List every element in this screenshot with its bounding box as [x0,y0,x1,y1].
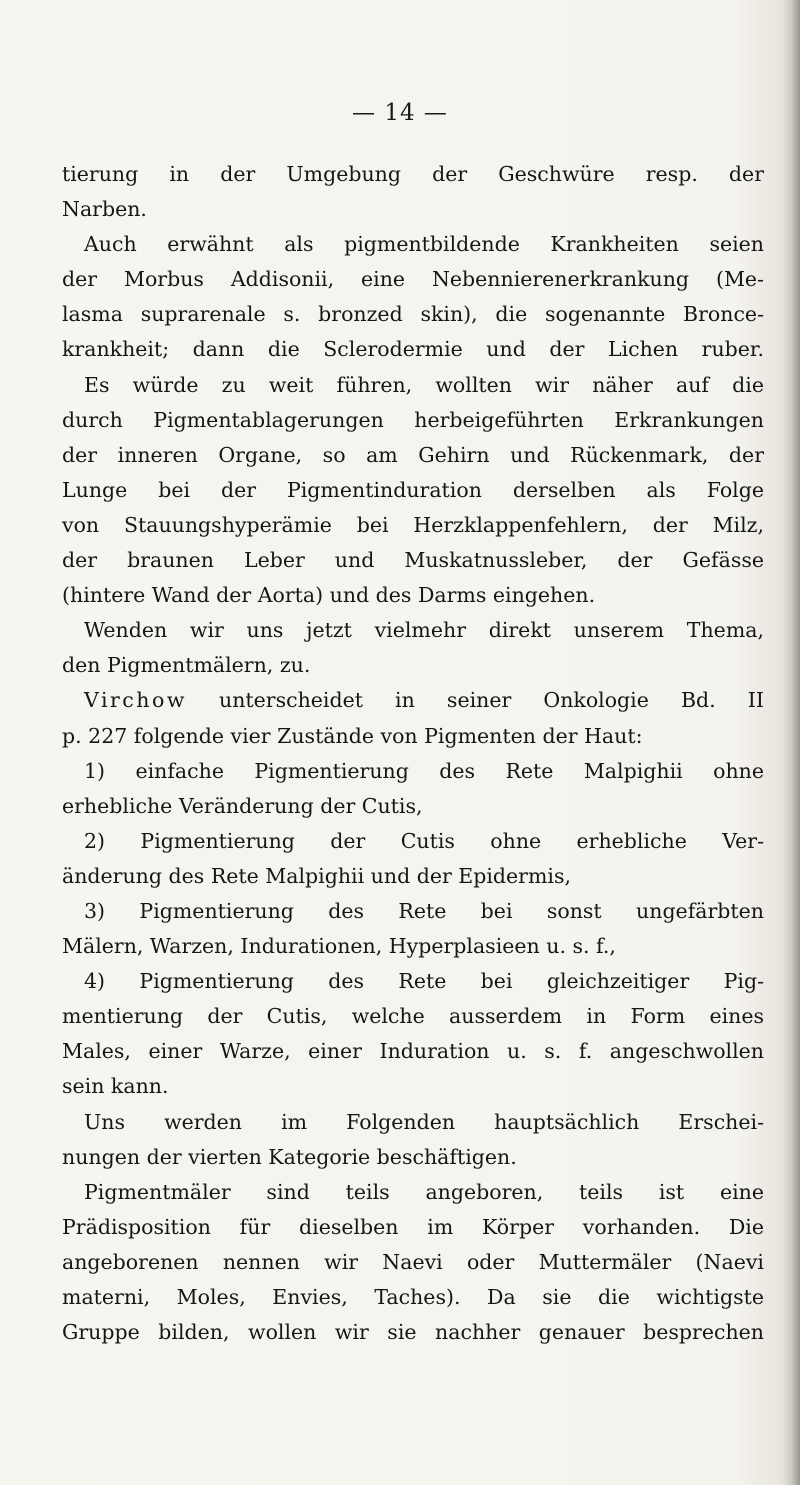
text-line: der Morbus Addisonii, eine Nebennierenerkrankung (Me- [62,267,764,292]
text-line: krankheit; dann die Sclerodermie und der Lichen ruber. [62,337,764,362]
text-line: materni, Moles, Envies, Taches). Da sie die wichtigste [62,1285,764,1309]
text-line-rest: unterscheidet in seiner Onkologie Bd. II [186,688,764,713]
text-line: (hintere Wand der Aorta) und des Darms eingehen. [62,583,596,608]
text-line: tierung in der Umgebung der Geschwüre resp. der [62,162,764,186]
text-line: lasma suprarenale s. bronzed skin), die sogenannte Bronce- [62,302,764,327]
text-line: von Stauungshyperämie bei Herzklappenfehlern, der Milz, [62,512,764,537]
body-text [62,157,764,1350]
text-line: 2) Pigmentierung der Cutis ohne erhebliche Ver- [84,828,764,853]
text-line: Uns werden im Folgenden hauptsächlich Erschei- [84,1109,764,1134]
text-line: Prädisposition für dieselben im Körper vorhanden. Die [62,1214,764,1239]
text-line: Auch erwähnt als pigmentbildende Krankheiten seien [84,232,764,257]
text-line: änderung des Rete Malpighii und der Epidermis, [62,863,572,888]
text-line: angeborenen nennen wir Naevi oder Muttermäler (Naevi [62,1249,764,1274]
text-line: Lunge bei der Pigmentinduration derselben als Folge [62,477,764,502]
text-line: 4) Pigmentierung des Rete bei gleichzeitiger Pig- [84,969,764,994]
text-line: 3) Pigmentierung des Rete bei sonst ungefärbten [84,898,764,923]
text-line: der inneren Organe, so am Gehirn und Rückenmark, der [62,442,764,467]
text-line: 1) einfache Pigmentierung des Rete Malpighii ohne [84,758,764,783]
text-line: Es würde zu weit führen, wollten wir näher auf die [84,372,764,397]
text-line: Mälern, Warzen, Indurationen, Hyperplasieen u. s. f., [62,934,616,959]
text-line [62,683,764,718]
text-line: nungen der vierten Kategorie beschäftigen. [62,1144,517,1169]
text-line: Pigmentmäler sind teils angeboren, teils ist eine [84,1179,764,1204]
text-line: Narben. [62,197,147,222]
text-line: Gruppe bilden, wollen wir sie nachher genauer besprechen [62,1320,764,1345]
text-line: erhebliche Veränderung der Cutis, [62,793,423,818]
text-line: mentierung der Cutis, welche ausserdem in Form eines [62,1004,764,1029]
text-line: durch Pigmentablagerungen herbeigeführten Erkrankungen [62,407,764,432]
text-line: Wenden wir uns jetzt vielmehr direkt unserem Thema, [84,618,764,643]
text-line: Males, einer Warze, einer Induration u. s. f. angeschwollen [62,1039,764,1064]
text-line: den Pigmentmälern, zu. [62,653,311,678]
page-edge-shadow [782,0,800,1485]
text-line: der braunen Leber und Muskatnussleber, der Gefässe [62,548,764,573]
text-line: sein kann. [62,1074,169,1099]
spaced-author-name: Virchow [84,688,187,713]
text-line: p. 227 folgende vier Zustände von Pigmenten der Haut: [62,723,643,748]
page-number: — 14 — [352,100,448,126]
